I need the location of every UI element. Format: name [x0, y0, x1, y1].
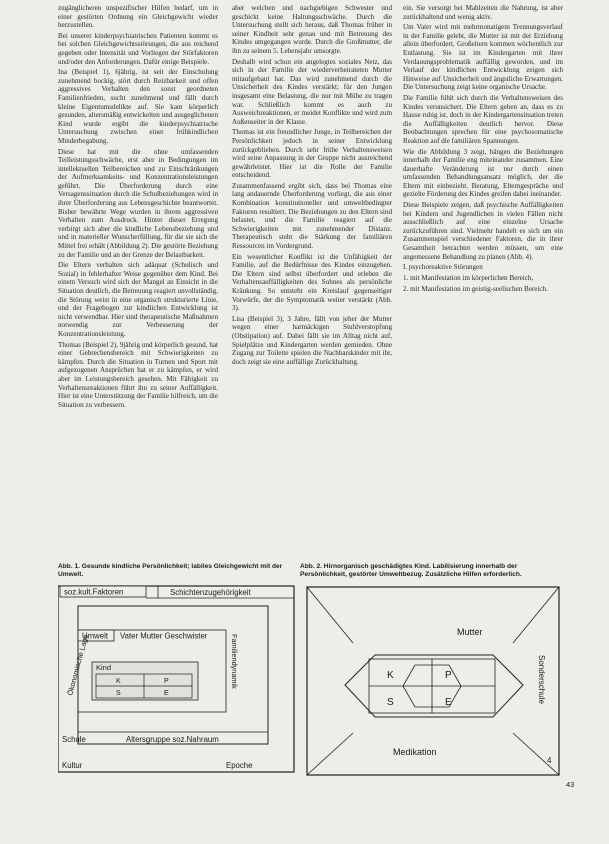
sonderschule-label: Sonderschule — [537, 655, 546, 704]
cell-p: P — [445, 670, 452, 681]
umwelt-label: Umwelt — [82, 631, 108, 641]
perspective-line — [307, 733, 353, 775]
figure-1-caption: Abb. 1. Gesunde kindliche Persönlichkeit; labiles Gleichgewicht mit der Umwelt. — [58, 563, 283, 578]
oekonomische-lage-label: Ökonomische Lage — [65, 633, 91, 697]
text-column-1 — [58, 4, 218, 411]
list-item: 1. mit Manifestation im körperlichen Bereich, — [403, 273, 534, 282]
cell-e: E — [445, 697, 452, 708]
paragraph: Bei unserer kinderpsychiatrischen Patienten kommt es bei solchen Gleichgewichtsstörungen, die aus reichend gegeben oder Intensität und Vorliegen der Störfaktoren und/oder den Anforderungen. Dafür einige Beispiele. — [58, 31, 218, 66]
figure-1-diagram — [58, 584, 296, 780]
medikation-label: Medikation — [393, 747, 437, 757]
paragraph: Wie die Abbildung 3 zeigt, hängen die Beziehungen innerhalb der Familie eng miteinander zusammen. Eine dauerhafte Veränderung ist nur durch einen umfassenden Behandlungsansatz möglich, der die Eltern mit einbezieht. Beratung, Elterngespräche und gezielte Förderung des Kindes greifen dabei ineinander. — [403, 147, 563, 199]
paragraph: Zusammenfassend ergibt sich, dass bei Thomas eine lang andauernde Überforderung vorliegt, die aus einer Kombination konstitutioneller und umweltbedingter Faktoren resultiert. Die Beziehungen zu den Eltern sind belastet, und die Familie reagiert auf die Schwierigkeiten mit zunehmender Distanz. Therapeutisch steht die Stärkung der familiären Ressourcen im Vordergrund. — [232, 181, 392, 251]
paragraph: zugänglicheren unspezifischer Hilfen bedarf, um in einer gestörten Ordnung ein Gleichgewicht wieder herzustellen. — [58, 4, 218, 30]
kind-label: Kind — [96, 663, 112, 672]
figure-2-caption: Abb. 2. Hirnorganisch geschädigtes Kind. Labilisierung innerhalb der Persönlichkeit, gestörter Umweltbezug. Zusätzliche Hilfen erforderlich. — [300, 563, 522, 578]
corner-mark: 4 — [547, 756, 552, 765]
cell-k: K — [116, 678, 121, 685]
perspective-line — [513, 587, 559, 643]
paragraph: Um Vater wird mit mehrmonatigem Trennungsverlauf in der Familie gelebt, die Mutter ist mit der Erziehung allein überfordert, Großeltern kommen wöchentlich zur Entlastung. Sie ist im Kindergarten mit ihrer Verdauungsproblematik auffällig geworden, und im Verlauf der kindlichen Entwicklung zeigen sich Hinweise auf Unsicherheit und ängstliche Erwartungen. Die Untersuchung zeigt keine organische Ursache. — [403, 23, 563, 92]
paragraph: Die Eltern verhalten sich adäquat (Schulisch und Sozial) in fehlerhafter Weise gegenüber dem Kind. Bei einem Versuch wird sich der Mangel an Einsicht in die Situation deutlich, die Betreuung reagiert unvollständig, die Störung weist in eine organisch strukturierte Linie, und der Fragebogen zur kindlichen Entwicklung ist nicht verwendbar. Hier sind therapeutische Maßnahmen notwendig zur Verbesserung der Konzentrationsleistung. — [58, 261, 218, 338]
paragraph: Die Familie fühlt sich durch die Verhaltensweisen des Kindes verunsichert. Die Eltern geben an, dass es zu Hause ruhig ist, doch in der Kindergartensituation treten die Auffälligkeiten deutlich hervor. Diese Beobachtungen sprechen für eine psychosomatische Reaktion auf die familiären Spannungen. — [403, 93, 563, 145]
epoche-label: Epoche — [226, 761, 253, 770]
familiendynamik-label: Familiendynamik — [230, 634, 239, 689]
paragraph: aber welchen und nachgiebigen Schwester und geschickt keine Haltungsschwäche. Durch die Untersuchung stellt sich heraus, daß Thomas früher in seiner Kindheit sehr genau und mit Betreuung des Kindes umgegangen wurde. Durch die Großmutter, die ihn zu seinem 5. Lebensjahr umsorgte. — [232, 4, 392, 55]
perspective-line — [307, 587, 353, 643]
category-list — [403, 274, 563, 294]
paragraph: Lisa (Beispiel 3), 3 Jahre, fällt von jeher der Mutter wegen einer harmäckigen Stuhlverstopfung (Obstipation) auf. Dabei fällt sie im Alltag nicht auf, Spielplätze und Kindergarten werden gemieden. Ohne Zugang zur Toilette spielen die Nachbarskinder mit ihr, doch zeigt sie eine auffällige Zurückhaltung. — [232, 314, 392, 366]
list-item: 2. mit Manifestation im geistig-seelischen Bereich. — [403, 285, 548, 294]
paragraph: ein. Sie versorgt bei Mahlzeiten die Nahrung, ist aber zurückhaltend und wenig aktiv. — [403, 4, 563, 21]
schule-label: Schule — [62, 735, 86, 744]
section-heading: I. psychoreaktive Störungen — [403, 263, 483, 272]
cell-s: S — [116, 690, 121, 697]
page-number: 43 — [566, 780, 575, 789]
kultur-faktoren-label: soz.kult.Faktoren — [64, 587, 124, 597]
paragraph: Ein wesentlicher Konflikt ist die Unfähigkeit der Familie, auf die Bedürfnisse des Kindes einzugehen. Die Eltern sind selbst überfordert und erleben die Verhaltensauffälligkeiten des Sohnes als persönliche Kränkung. So entsteht ein Kreislauf gegenseitiger Vorwürfe, der die Symptomatik weiter verstärkt (Abb. 3). — [232, 252, 392, 313]
family-members-label: Vater Mutter Geschwister — [120, 631, 208, 641]
perspective-line — [513, 733, 559, 775]
paragraph: Diese Beispiele zeigen, daß psychische Auffälligkeiten bei Kindern und Jugendlichen in vielen Fällen nicht ausschließlich auf eine einzelne Ursache zurückzuführen sind. Vielmehr handelt es sich um ein Zusammenspiel verschiedener Faktoren, die in ihrer Gesamtheit betrachtet werden müssen, um eine angemessene Behandlung zu planen (Abb. 4). — [403, 201, 563, 261]
cell-k: K — [387, 670, 394, 681]
altersgruppe-label: Altersgruppe soz.Nahraum — [126, 735, 219, 744]
paragraph: Deshalb wird schon ein angelegtes soziales Netz, das sich in der Familie der wiederverheirateten Mutter mitaufgebaut hat. Das wird zunehmend durch die Unsicherheit des Kindes verstärkt; für den Jungen insgesamt eine Belastung, die nur mit Mühe zu tragen war. Schließlich kommt es auch zu Ausweichreaktionen, er meidet Konflikte und wird zum Außenseiter in der Klasse. — [232, 57, 392, 126]
schichten-label: Schichtenzugehörigkeit — [170, 588, 251, 597]
paragraph: Ina (Beispiel 1), 6jährig, ist seit der Einschulung zunehmend bockig, stört durch Reizbarkeit und offen aggressives Verhalten den sonst geordneten Familienfrieden, sucht zunehmend und fällt durch kleine Eigentumsdelikte auf. Sie kam körperlich gesunden, altersmäßig entwickelten und ausgeglichenen Kind wurde ergibt die kinderpsychiatrische Untersuchung zwischen einer frühkindlichen Minderbegabung. — [58, 68, 218, 145]
kultur-label: Kultur — [62, 761, 83, 770]
paragraph: Thomas ist ein freundlicher Junge, in Teilbereichen der Persönlichkeit jedoch in seiner Entwicklung zurückgeblieben. Durch sehr frühe Verhaltensweisen wird seine Anpassung in der Gruppe nicht ausreichend gewährleistet. Hier ist die Rolle der Familie entscheidend. — [232, 128, 392, 180]
mutter-label: Mutter — [457, 627, 483, 637]
paragraph: Thomas (Beispiel 2), 9jährig und körperlich gesund, hat einer Gebrechensbereich mit Schwierigkeiten zu kämpfen. Durch die Situation in Turnen und Sport mit aufgezogenen Ansprüchen hat er zu kämpfen, er wird aber im Leistungsbereich gesehen. Mit Fähigkeit zu Verhaltensreaktionen führt ihn zu seiner Auffälligkeit. Hier ist eine Unterstützung der Familie hilfreich, um die Situation zu verbessern. — [58, 340, 218, 409]
cell-p: P — [164, 678, 169, 685]
paragraph: Diese hat mit die ohne umfassenden Teilleistungsschwäche, erst aber in Bedingungen im intellektuellen Teilbereichen und zu Einschränkungen der Aufmerksamkeits- und Konzentrationsleistungen geführt. Die Überforderung durch eine Versagenssituation durch die Schulbeziehungen wird in ihrer Überforderung aus Lebensgeschichte beantwortet. Bisher bewährte Wege wurden in ihrem aggressiven Verhalten zum Ausdruck. Hinter dieser Erregung verbirgt sich aber die kindliche Lebensbeziehung und und in materieller Wunscherfüllung, für die sie sich die Mittel frei erhält (Abbildung 2). Die gestörte Beziehung zu der Familie und an der Grenze der Belastbarkeit. — [58, 147, 218, 259]
cell-e: E — [164, 690, 169, 697]
text-column-2 — [232, 4, 392, 368]
text-column-3 — [403, 4, 563, 297]
figure-2-diagram — [305, 585, 561, 781]
cell-s: S — [387, 697, 394, 708]
